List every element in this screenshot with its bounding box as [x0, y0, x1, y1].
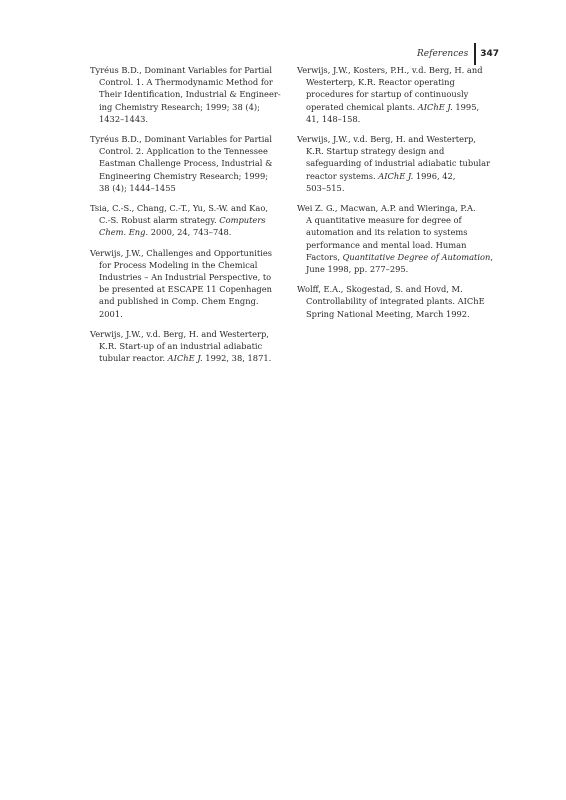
- reference-line: Industries – An Industrial Perspective, to: [99, 272, 272, 283]
- reference-line: 1432–1443.: [99, 113, 149, 124]
- reference-line: Wei Z. G., Macwan, A.P. and Wieringa, P.A.: [297, 203, 476, 214]
- reference-line: Tyréus B.D., Dominant Variables for Partial: [90, 65, 273, 75]
- reference-entry: [297, 202, 502, 275]
- reference-entry: [90, 328, 290, 365]
- reference-line: 41, 148–158.: [306, 113, 361, 124]
- reference-line: A quantitative measure for degree of: [306, 215, 462, 226]
- reference-line: Verwijs, J.W., Kosters, P.H., v.d. Berg, H. and: [297, 65, 483, 75]
- reference-line: tubular reactor. AIChE J. 1992, 38, 1871.: [99, 353, 272, 364]
- reference-entry: [297, 283, 502, 320]
- reference-line: K.R. Start-up of an industrial adiabatic: [99, 341, 263, 352]
- reference-line: Verwijs, J.W., v.d. Berg, H. and Westerterp,: [297, 134, 476, 145]
- running-header: [417, 43, 499, 65]
- reference-entry: [90, 64, 290, 125]
- reference-line: be presented at ESCAPE 11 Copenhagen: [99, 284, 272, 295]
- header-divider: [474, 43, 476, 65]
- reference-line: Control. 1. A Thermodynamic Method for: [99, 77, 273, 88]
- reference-line: C.-S. Robust alarm strategy. Computers: [99, 215, 266, 226]
- reference-line: Tsia, C.-S., Chang, C.-T., Yu, S.-W. and Kao,: [90, 203, 268, 214]
- section-title: References: [417, 49, 469, 59]
- reference-line: and published in Comp. Chem Engng.: [99, 296, 259, 307]
- right-reference-column: [297, 64, 502, 328]
- reference-entry: [90, 202, 290, 239]
- reference-line: Spring National Meeting, March 1992.: [306, 308, 470, 319]
- reference-line: safeguarding of industrial adiabatic tubular: [306, 158, 491, 169]
- reference-line: Engineering Chemistry Research; 1999;: [99, 170, 269, 181]
- reference-line: K.R. Startup strategy design and: [306, 146, 445, 157]
- reference-line: Chem. Eng. 2000, 24, 743–748.: [99, 227, 232, 238]
- reference-line: Tyréus B.D., Dominant Variables for Partial: [90, 134, 273, 145]
- reference-line: Eastman Challenge Process, Industrial &: [99, 158, 273, 169]
- reference-line: reactor systems. AIChE J. 1996, 42,: [306, 170, 456, 181]
- reference-line: Verwijs, J.W., v.d. Berg, H. and Westerterp,: [90, 328, 269, 339]
- left-reference-column: [90, 64, 290, 372]
- reference-line: procedures for startup of continuously: [306, 89, 469, 100]
- reference-line: performance and mental load. Human: [306, 239, 467, 250]
- reference-line: for Process Modeling in the Chemical: [99, 259, 258, 270]
- reference-line: Wolff, E.A., Skogestad, S. and Hovd, M.: [297, 284, 463, 295]
- reference-line: ing Chemistry Research; 1999; 38 (4);: [99, 101, 260, 112]
- reference-line: automation and its relation to systems: [306, 227, 468, 238]
- reference-entry: [297, 133, 502, 194]
- reference-entry: [297, 64, 502, 125]
- reference-line: Control. 2. Application to the Tennessee: [99, 146, 268, 157]
- reference-line: Controllability of integrated plants. AIChE: [306, 296, 485, 307]
- reference-entry: [90, 133, 290, 194]
- reference-line: 38 (4); 1444–1455: [99, 182, 176, 193]
- reference-line: June 1998, pp. 277–295.: [306, 264, 409, 275]
- reference-line: operated chemical plants. AIChE J. 1995,: [306, 101, 480, 112]
- page-number: 347: [480, 49, 499, 59]
- reference-line: Their Identification, Industrial & Engineer-: [99, 89, 281, 100]
- reference-line: Factors, Quantitative Degree of Automation,: [306, 251, 493, 262]
- reference-line: 2001.: [99, 308, 123, 319]
- reference-line: Westerterp, K.R. Reactor operating: [306, 77, 455, 88]
- reference-line: Verwijs, J.W., Challenges and Opportunities: [90, 247, 273, 258]
- reference-entry: [90, 247, 290, 320]
- reference-line: 503–515.: [306, 182, 345, 193]
